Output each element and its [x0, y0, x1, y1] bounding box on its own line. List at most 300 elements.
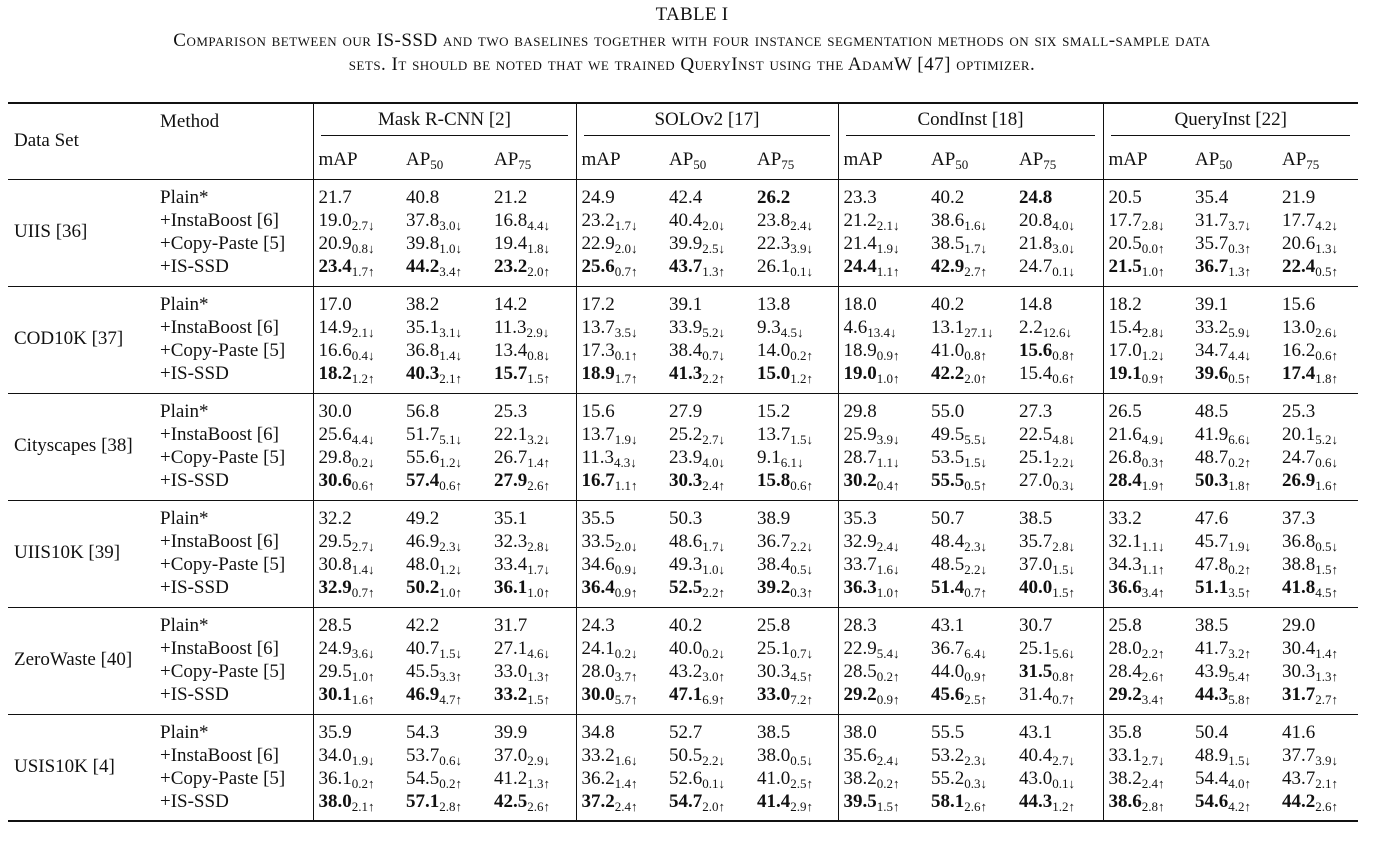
metric-cell: $33.7_{1.6↓}$	[843, 554, 900, 577]
metric-cell: $41.4_{2.9↑}$	[752, 791, 838, 821]
metric-cell: 35.8	[1103, 714, 1190, 744]
method-name: +Copy-Paste [5]	[154, 768, 313, 792]
metric-cell: 18.0	[838, 286, 926, 316]
metric-cell: $25.9_{3.9↓}$	[843, 423, 900, 447]
metric-cell: $23.4_{1.7↑}$	[318, 256, 375, 279]
metric-cell: $43.9_{5.4↑}$	[1195, 661, 1251, 684]
metric-cell: $24.1_{0.2↓}$	[581, 637, 638, 661]
metric-cell: $13.7_{1.5↓}$	[752, 423, 838, 447]
metric-cell: $15.8_{0.6↑}$	[752, 470, 838, 500]
metric-cell: $45.7_{1.9↓}$	[1195, 530, 1251, 554]
metric-cell: $44.3_{5.8↑}$	[1195, 684, 1251, 707]
metric-cell: 34.8	[576, 714, 664, 744]
metric-cell: $44.3_{1.2↑}$	[1014, 791, 1103, 821]
metric-cell: $54.4_{4.0↑}$	[1195, 768, 1251, 791]
metric-cell: 42.2	[401, 607, 489, 637]
metric-cell: $51.4_{0.7↑}$	[931, 577, 987, 600]
metric-cell: $54.6_{4.2↑}$	[1190, 791, 1277, 821]
table-row	[8, 661, 1358, 685]
metric-cell: $24.7_{0.1↓}$	[1014, 256, 1103, 286]
metric-cell: 14.2	[489, 286, 576, 316]
metric-cell: 31.7	[489, 607, 576, 637]
metric-cell: $15.4_{2.8↓}$	[1108, 316, 1165, 340]
metric-cell: $29.5_{2.7↓}$	[318, 530, 375, 554]
metric-cell: $58.1_{2.6↑}$	[926, 791, 1014, 821]
metric-cell: 47.6	[1190, 500, 1277, 530]
metric-cell: 30.7	[1014, 607, 1103, 637]
metric-cell: $57.1_{2.8↑}$	[401, 791, 489, 821]
metric-cell: 35.3	[838, 500, 926, 530]
table-row	[8, 316, 1358, 340]
metric-cell: 23.3	[838, 179, 926, 209]
metric-cell: 25.8	[752, 607, 838, 637]
metric-cell: $52.6_{0.1↓}$	[669, 768, 725, 791]
metric-cell: $37.2_{2.4↑}$	[576, 791, 664, 821]
metric-cell: $33.4_{1.7↓}$	[489, 554, 576, 578]
metric-cell: $37.8_{3.0↓}$	[406, 209, 462, 233]
metric-cell: 50.4	[1190, 714, 1277, 744]
metric-cell: $23.2_{1.7↓}$	[581, 209, 638, 233]
metric-cell: $26.1_{0.1↓}$	[752, 256, 838, 286]
metric-cell: $54.5_{0.2↑}$	[406, 768, 462, 791]
metric-cell: 39.1	[1190, 286, 1277, 316]
method-name: +Copy-Paste [5]	[154, 554, 313, 578]
metric-cell: 54.3	[401, 714, 489, 744]
metric-cell: $19.1_{0.9↑}$	[1108, 363, 1165, 386]
metric-cell: $53.2_{2.3↓}$	[931, 744, 987, 768]
metric-cell: $41.0_{0.8↑}$	[931, 340, 987, 363]
metric-cell: $22.9_{2.0↓}$	[581, 233, 638, 256]
table-row	[8, 470, 1358, 500]
metric-cell: $40.4_{2.0↓}$	[669, 209, 725, 233]
header-metric: mAP	[1108, 148, 1148, 170]
metric-cell: $11.3_{2.9↓}$	[489, 316, 576, 340]
metric-cell: 15.6	[1277, 286, 1358, 316]
table-row	[8, 607, 1358, 637]
metric-cell: $15.6_{0.8↑}$	[1014, 340, 1103, 364]
metric-cell: $30.3_{2.4↑}$	[669, 470, 725, 493]
metric-cell: $35.6_{2.4↓}$	[843, 744, 900, 768]
metric-cell: $28.0_{3.7↑}$	[581, 661, 638, 684]
metric-cell: $38.6_{1.6↓}$	[931, 209, 987, 233]
metric-cell: $39.2_{0.3↑}$	[752, 577, 838, 607]
metric-cell: $26.8_{0.3↑}$	[1108, 447, 1165, 470]
metric-cell: $29.8_{0.2↓}$	[318, 447, 375, 470]
metric-cell: $14.9_{2.1↓}$	[318, 316, 375, 340]
metric-cell: $28.0_{2.2↑}$	[1108, 637, 1165, 661]
metric-cell: 20.5	[1103, 179, 1190, 209]
metric-cell: $36.8_{0.5↓}$	[1282, 530, 1338, 554]
metric-cell: $34.3_{1.1↑}$	[1108, 554, 1165, 577]
metric-cell: $17.0_{1.2↓}$	[1108, 340, 1165, 363]
metric-cell: $43.7_{1.3↑}$	[669, 256, 725, 279]
metric-cell: $30.4_{1.4↑}$	[1282, 637, 1338, 661]
metric-cell: $16.6_{0.4↓}$	[318, 340, 375, 363]
metric-cell: 27.3	[1014, 393, 1103, 423]
table-row	[8, 637, 1358, 661]
metric-cell: $2.2_{12.6↓}$	[1014, 316, 1103, 340]
metric-cell: 24.3	[576, 607, 664, 637]
metric-cell: 28.3	[838, 607, 926, 637]
caption-line-2: sets. It should be noted that we trained QueryInst using the AdamW [47] optimizer.	[348, 54, 1036, 75]
metric-cell: $28.4_{1.9↑}$	[1108, 470, 1165, 493]
metric-cell: $23.8_{2.4↓}$	[752, 209, 838, 233]
metric-cell: 50.3	[664, 500, 752, 530]
metric-cell: $27.1_{4.6↓}$	[489, 637, 576, 661]
metric-cell: $33.9_{5.2↓}$	[669, 316, 725, 340]
metric-cell: $13.1_{27.1↓}$	[931, 316, 994, 340]
metric-cell: $22.1_{3.2↓}$	[489, 423, 576, 447]
metric-cell: $28.7_{1.1↓}$	[843, 447, 900, 470]
metric-cell: $25.1_{5.6↓}$	[1014, 637, 1103, 661]
metric-cell: $40.0_{1.5↑}$	[1014, 577, 1103, 607]
method-name: +Copy-Paste [5]	[154, 447, 313, 471]
results-table	[8, 102, 1358, 822]
metric-cell: $51.7_{5.1↓}$	[406, 423, 462, 447]
metric-cell: $15.0_{1.2↑}$	[752, 363, 838, 393]
metric-cell: 40.2	[664, 607, 752, 637]
metric-cell: $13.4_{0.8↓}$	[489, 340, 576, 364]
metric-cell: 42.4	[664, 179, 752, 209]
metric-cell: $54.7_{2.0↑}$	[664, 791, 752, 821]
table-row	[8, 209, 1358, 233]
metric-cell: $35.7_{2.8↓}$	[1014, 530, 1103, 554]
method-name: Plain*	[154, 286, 313, 316]
header-metric: $AP_{50}$	[406, 148, 444, 172]
metric-cell: 38.5	[752, 714, 838, 744]
table-row	[8, 286, 1358, 316]
metric-cell: $33.2_{5.9↓}$	[1195, 316, 1251, 340]
metric-cell: 25.8	[1103, 607, 1190, 637]
metric-cell: $24.9_{3.6↓}$	[318, 637, 375, 661]
metric-cell: 56.8	[401, 393, 489, 423]
metric-cell: $41.7_{3.2↑}$	[1195, 637, 1251, 661]
metric-cell: $29.5_{1.0↑}$	[318, 661, 375, 684]
header-dataset: Data Set	[8, 103, 154, 179]
metric-cell: $51.1_{3.5↑}$	[1195, 577, 1251, 600]
metric-cell: 49.2	[401, 500, 489, 530]
header-metric: $AP_{75}$	[489, 141, 576, 179]
metric-cell: 35.4	[1190, 179, 1277, 209]
metric-cell: $32.9_{0.7↑}$	[318, 577, 375, 600]
metric-cell: 14.8	[1014, 286, 1103, 316]
metric-cell: $25.1_{2.2↓}$	[1014, 447, 1103, 471]
metric-cell: $52.5_{2.2↑}$	[669, 577, 725, 600]
metric-cell: $20.1_{5.2↓}$	[1282, 423, 1338, 447]
metric-cell: $23.9_{4.0↓}$	[669, 447, 725, 470]
metric-cell: $22.3_{3.9↓}$	[752, 233, 838, 257]
method-name: +InstaBoost [6]	[154, 530, 313, 554]
metric-cell: $44.0_{0.9↑}$	[931, 661, 987, 684]
method-name: +Copy-Paste [5]	[154, 661, 313, 685]
metric-cell: $41.9_{6.6↓}$	[1195, 423, 1251, 447]
table-title: TABLE I	[655, 4, 729, 25]
metric-cell: $31.4_{0.7↑}$	[1014, 684, 1103, 714]
metric-cell: $36.1_{1.0↑}$	[489, 577, 576, 607]
metric-cell: $31.7_{2.7↑}$	[1282, 684, 1338, 707]
metric-cell: 26.2	[752, 179, 838, 209]
metric-cell: $31.7_{3.7↓}$	[1195, 209, 1251, 233]
metric-cell: $13.0_{2.6↓}$	[1282, 316, 1338, 340]
metric-cell: $21.4_{1.9↓}$	[843, 233, 900, 256]
metric-cell: 28.5	[313, 607, 401, 637]
metric-cell: $29.2_{0.9↑}$	[843, 684, 900, 707]
metric-cell: 24.9	[576, 179, 664, 209]
metric-cell: 15.6	[576, 393, 664, 423]
metric-cell: $21.5_{1.0↑}$	[1108, 256, 1165, 279]
metric-cell: $24.7_{0.6↓}$	[1282, 447, 1338, 470]
metric-cell: $28.4_{2.6↑}$	[1108, 661, 1165, 684]
metric-cell: $20.9_{0.8↓}$	[318, 233, 375, 256]
metric-cell: $38.2_{2.4↑}$	[1108, 768, 1165, 791]
metric-cell: 41.6	[1277, 714, 1358, 744]
metric-cell: $38.8_{1.5↑}$	[1282, 554, 1338, 577]
metric-cell: $26.9_{1.6↑}$	[1282, 470, 1338, 493]
table-row	[8, 256, 1358, 286]
metric-cell: $19.0_{1.0↑}$	[843, 363, 900, 386]
metric-cell: $48.6_{1.7↓}$	[669, 530, 725, 554]
metric-cell: $57.4_{0.6↑}$	[406, 470, 462, 493]
metric-cell: $39.6_{0.5↑}$	[1195, 363, 1251, 386]
method-name: Plain*	[154, 393, 313, 423]
dataset-name: UIIS10K [39]	[8, 500, 154, 607]
metric-cell: $50.2_{1.0↑}$	[406, 577, 462, 600]
metric-cell: $41.2_{1.3↑}$	[489, 768, 576, 792]
table-row	[8, 340, 1358, 364]
metric-cell: 39.9	[489, 714, 576, 744]
metric-cell: $23.2_{2.0↑}$	[489, 256, 576, 286]
metric-cell: $17.7_{4.2↓}$	[1282, 209, 1338, 233]
metric-cell: 17.0	[313, 286, 401, 316]
metric-cell: $4.6_{13.4↓}$	[843, 316, 897, 340]
header-metric: $AP_{75}$	[752, 141, 838, 179]
header-metric: $AP_{50}$	[669, 148, 707, 172]
header-group-queryinst: QueryInst [22]	[1103, 103, 1358, 141]
method-name: +InstaBoost [6]	[154, 744, 313, 768]
metric-cell: 38.5	[1190, 607, 1277, 637]
metric-cell: $45.5_{3.3↑}$	[406, 661, 462, 684]
metric-cell: $42.5_{2.6↑}$	[489, 791, 576, 821]
metric-cell: $36.7_{6.4↓}$	[931, 637, 987, 661]
method-name: +InstaBoost [6]	[154, 209, 313, 233]
header-metric: $AP_{50}$	[931, 148, 969, 172]
metric-cell: $22.5_{4.8↓}$	[1014, 423, 1103, 447]
metric-cell: $32.9_{2.4↓}$	[843, 530, 900, 554]
dataset-name: Cityscapes [38]	[8, 393, 154, 500]
metric-cell: $17.7_{2.8↓}$	[1108, 209, 1165, 233]
metric-cell: $50.5_{2.2↓}$	[669, 744, 725, 768]
header-metric: $AP_{75}$	[1282, 148, 1320, 172]
table-row	[8, 791, 1358, 821]
method-name: +IS-SSD	[154, 684, 313, 714]
metric-cell: $44.2_{3.4↑}$	[406, 256, 462, 279]
metric-cell: 27.9	[664, 393, 752, 423]
table-caption	[0, 29, 1384, 77]
metric-cell: 52.7	[664, 714, 752, 744]
table-row	[8, 393, 1358, 423]
table-row	[8, 179, 1358, 209]
metric-cell: $40.7_{1.5↓}$	[406, 637, 462, 661]
method-name: +InstaBoost [6]	[154, 637, 313, 661]
metric-cell: $30.3_{4.5↑}$	[752, 661, 838, 685]
metric-cell: 25.3	[1277, 393, 1358, 423]
metric-cell: $21.2_{2.1↓}$	[843, 209, 900, 233]
metric-cell: $34.7_{4.4↓}$	[1195, 340, 1251, 363]
metric-cell: $37.0_{1.5↓}$	[1014, 554, 1103, 578]
method-name: +Copy-Paste [5]	[154, 233, 313, 257]
metric-cell: $26.7_{1.4↑}$	[489, 447, 576, 471]
table-row	[8, 554, 1358, 578]
metric-cell: $38.6_{2.8↑}$	[1103, 791, 1190, 821]
metric-cell: 38.5	[1014, 500, 1103, 530]
metric-cell: $11.3_{4.3↓}$	[581, 447, 637, 470]
metric-cell: $24.4_{1.1↑}$	[843, 256, 900, 279]
metric-cell: $9.3_{4.5↓}$	[752, 316, 838, 340]
table-row	[8, 447, 1358, 471]
metric-cell: $36.1_{0.2↑}$	[318, 768, 375, 791]
table-row	[8, 684, 1358, 714]
metric-cell: $46.9_{2.3↓}$	[406, 530, 462, 554]
metric-cell: $13.7_{1.9↓}$	[581, 423, 638, 447]
metric-cell: 38.9	[752, 500, 838, 530]
header-group-maskrcnn: Mask R-CNN [2]	[313, 103, 576, 141]
dataset-name: UIIS [36]	[8, 179, 154, 286]
method-name: +Copy-Paste [5]	[154, 340, 313, 364]
header-group-condinst: CondInst [18]	[838, 103, 1103, 141]
header-method-blank	[154, 141, 313, 179]
method-name: Plain*	[154, 179, 313, 209]
metric-cell: $49.5_{5.5↓}$	[931, 423, 987, 447]
metric-cell: $40.3_{2.1↑}$	[406, 363, 462, 386]
metric-cell: 48.5	[1190, 393, 1277, 423]
metric-cell: $28.5_{0.2↑}$	[843, 661, 900, 684]
header-metric: mAP	[318, 148, 358, 170]
method-name: +IS-SSD	[154, 363, 313, 393]
metric-cell: $38.0_{0.5↓}$	[752, 744, 838, 768]
header-metric: mAP	[843, 148, 883, 170]
table-row	[8, 233, 1358, 257]
table-row	[8, 768, 1358, 792]
metric-cell: $20.5_{0.0↑}$	[1108, 233, 1165, 256]
metric-cell: $30.0_{5.7↑}$	[581, 684, 638, 707]
metric-cell: 17.2	[576, 286, 664, 316]
metric-cell: $43.7_{2.1↑}$	[1282, 768, 1338, 791]
metric-cell: $46.9_{4.7↑}$	[406, 684, 462, 707]
metric-cell: $35.7_{0.3↑}$	[1195, 233, 1251, 256]
dataset-name: COD10K [37]	[8, 286, 154, 393]
metric-cell: $18.2_{1.2↑}$	[318, 363, 375, 386]
metric-cell: $30.6_{0.6↑}$	[318, 470, 375, 493]
header-group-solov2: SOLOv2 [17]	[576, 103, 838, 141]
metric-cell: $39.8_{1.0↓}$	[406, 233, 462, 256]
metric-cell: $43.0_{0.1↓}$	[1014, 768, 1103, 792]
header-row-groups	[8, 103, 1358, 141]
metric-cell: $36.7_{1.3↑}$	[1195, 256, 1251, 279]
metric-cell: 35.9	[313, 714, 401, 744]
method-name: +IS-SSD	[154, 577, 313, 607]
metric-cell: $38.5_{1.7↓}$	[931, 233, 987, 256]
metric-cell: 35.1	[489, 500, 576, 530]
metric-cell: $43.2_{3.0↑}$	[669, 661, 725, 684]
method-name: +IS-SSD	[154, 256, 313, 286]
metric-cell: $30.8_{1.4↓}$	[318, 554, 375, 577]
metric-cell: $16.7_{1.1↑}$	[581, 470, 638, 493]
metric-cell: $55.5_{0.5↑}$	[931, 470, 987, 493]
metric-cell: 32.2	[313, 500, 401, 530]
metric-cell: $48.0_{1.2↓}$	[406, 554, 462, 577]
metric-cell: $16.8_{4.4↓}$	[489, 209, 576, 233]
metric-cell: 40.8	[401, 179, 489, 209]
caption-line-1: Comparison between our IS-SSD and two baselines together with four instance segmentation methods on six small-sample data	[173, 30, 1211, 51]
metric-cell: 35.5	[576, 500, 664, 530]
metric-cell: $38.2_{0.2↑}$	[843, 768, 900, 791]
header-method: Method	[154, 103, 313, 141]
metric-cell: $32.1_{1.1↓}$	[1108, 530, 1165, 554]
metric-cell: $36.8_{1.4↓}$	[406, 340, 462, 363]
metric-cell: 33.2	[1103, 500, 1190, 530]
metric-cell: $13.7_{3.5↓}$	[581, 316, 638, 340]
metric-cell: $17.4_{1.8↑}$	[1282, 363, 1338, 386]
metric-cell: $30.3_{1.3↑}$	[1282, 661, 1338, 684]
metric-cell: $47.8_{0.2↑}$	[1195, 554, 1251, 577]
metric-cell: 25.3	[489, 393, 576, 423]
metric-cell: 21.9	[1277, 179, 1358, 209]
metric-cell: $22.4_{0.5↑}$	[1282, 256, 1338, 279]
metric-cell: $18.9_{1.7↑}$	[581, 363, 638, 386]
header-row-metrics	[8, 141, 1358, 179]
metric-cell: $53.7_{0.6↓}$	[406, 744, 462, 768]
metric-cell: $36.6_{3.4↑}$	[1108, 577, 1165, 600]
metric-cell: $33.1_{2.7↓}$	[1108, 744, 1165, 768]
metric-cell: 29.0	[1277, 607, 1358, 637]
metric-cell: $22.9_{5.4↓}$	[843, 637, 900, 661]
metric-cell: 21.2	[489, 179, 576, 209]
metric-cell: 13.8	[752, 286, 838, 316]
metric-cell: 38.0	[838, 714, 926, 744]
metric-cell: $47.1_{6.9↑}$	[669, 684, 725, 707]
header-metric: mAP	[581, 148, 621, 170]
metric-cell: 26.5	[1103, 393, 1190, 423]
table-row	[8, 363, 1358, 393]
metric-cell: $25.6_{0.7↑}$	[581, 256, 638, 279]
metric-cell: 40.2	[926, 179, 1014, 209]
metric-cell: $40.0_{0.2↓}$	[669, 637, 725, 661]
method-name: Plain*	[154, 714, 313, 744]
metric-cell: 37.3	[1277, 500, 1358, 530]
metric-cell: $33.2_{1.6↓}$	[581, 744, 638, 768]
metric-cell: $27.9_{2.6↑}$	[489, 470, 576, 500]
metric-cell: $19.4_{1.8↓}$	[489, 233, 576, 257]
metric-cell: $37.7_{3.9↓}$	[1282, 744, 1338, 768]
metric-cell: $41.0_{2.5↑}$	[752, 768, 838, 792]
metric-cell: 55.0	[926, 393, 1014, 423]
header-metric: $AP_{50}$	[1195, 148, 1233, 172]
metric-cell: $40.4_{2.7↓}$	[1014, 744, 1103, 768]
metric-cell: 29.8	[838, 393, 926, 423]
metric-cell: $36.4_{0.9↑}$	[581, 577, 638, 600]
metric-cell: $42.9_{2.7↑}$	[931, 256, 987, 279]
dataset-name: ZeroWaste [40]	[8, 607, 154, 714]
metric-cell: $34.6_{0.9↓}$	[581, 554, 638, 577]
metric-cell: $48.7_{0.2↑}$	[1195, 447, 1251, 470]
metric-cell: $38.0_{2.1↑}$	[313, 791, 401, 821]
metric-cell: $36.7_{2.2↓}$	[752, 530, 838, 554]
method-name: Plain*	[154, 607, 313, 637]
metric-cell: $27.0_{0.3↓}$	[1014, 470, 1103, 500]
metric-cell: 43.1	[926, 607, 1014, 637]
metric-cell: $50.3_{1.8↑}$	[1195, 470, 1251, 493]
metric-cell: $48.5_{2.2↓}$	[931, 554, 987, 577]
